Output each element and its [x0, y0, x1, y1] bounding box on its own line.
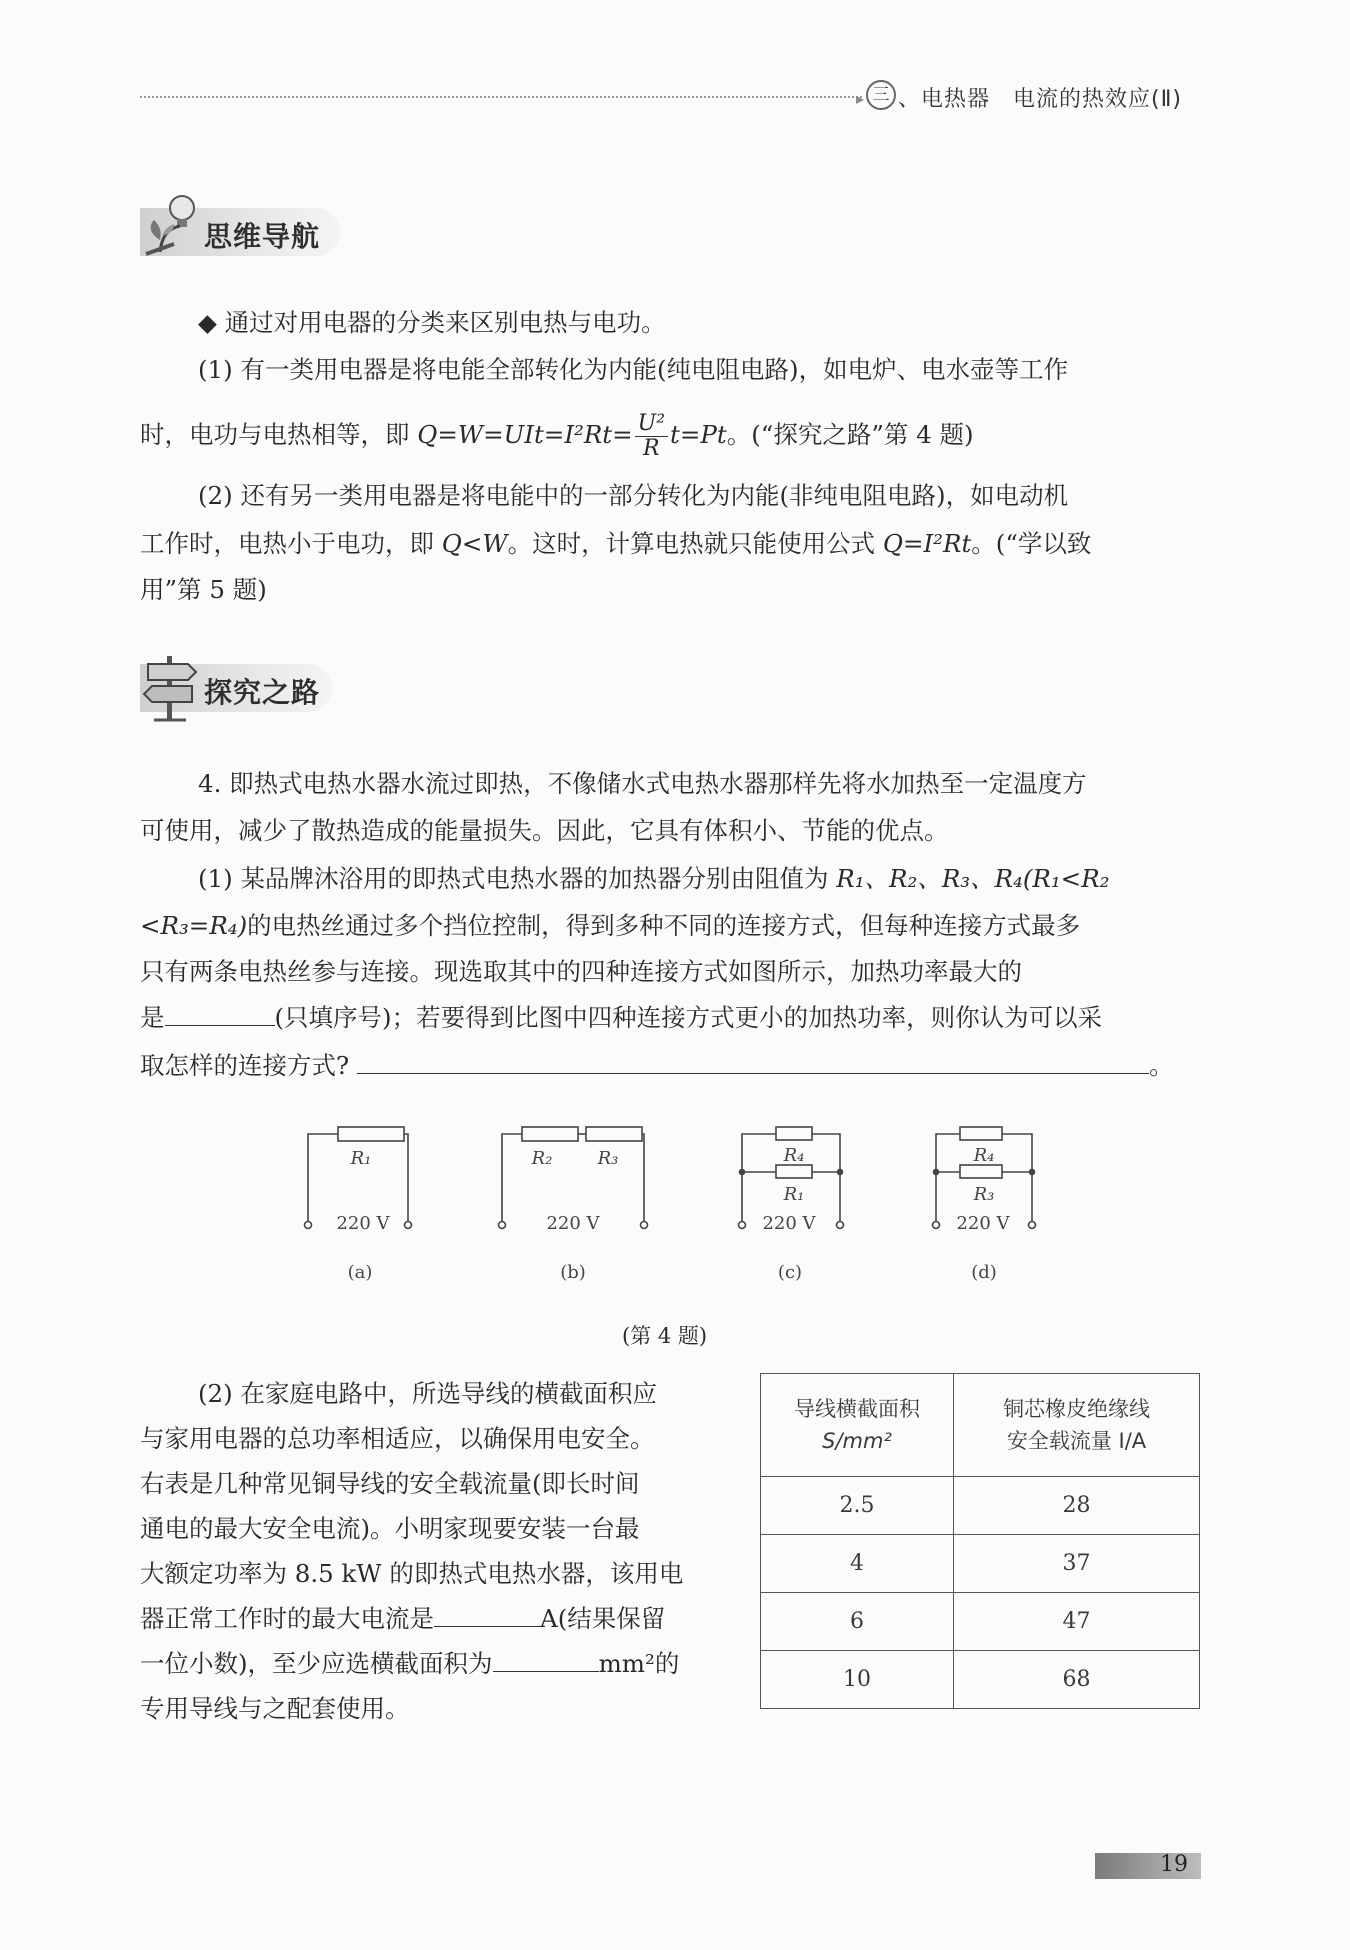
- circuit-a-resistor-label: R₁: [350, 1148, 372, 1169]
- q4-sub2-line4: 通电的最大安全电流)。小明家现要安装一台最: [140, 1514, 640, 1543]
- q4-sub1-line4: 是 (只填序号)；若要得到比图中四种连接方式更小的加热功率，则你认为可以采: [140, 1003, 1103, 1032]
- circuit-b-resistor1-label: R₂: [531, 1148, 553, 1169]
- circuit-c-resistor2-label: R₁: [783, 1184, 805, 1205]
- q4-intro-line2: 可使用，减少了散热造成的能量损失。因此，它具有体积小、节能的优点。: [140, 816, 949, 845]
- circuit-c-resistor1-label: R₄: [783, 1145, 805, 1166]
- answer-blank-cross-section[interactable]: [493, 1647, 599, 1672]
- answer-blank-max-current[interactable]: [434, 1602, 540, 1627]
- guide-p2-line2: 工作时，电热小于电功，即 Q<W。这时，计算电热就只能使用公式 Q=I²Rt。(“学以致: [140, 529, 1092, 558]
- q4-sub1-line3: 只有两条电热丝参与连接。现选取其中的四种连接方式如图所示，加热功率最大的: [140, 957, 1022, 986]
- q4-sub1-line5: 取怎样的连接方式? 。: [140, 1051, 1174, 1080]
- resistor-r4-c: [776, 1127, 812, 1140]
- circuit-a-caption: (a): [347, 1262, 373, 1283]
- table-row: 4 37: [761, 1535, 1200, 1593]
- circuit-figures: [0, 1110, 1350, 1250]
- guide-bullet: ◆ 通过对用电器的分类来区别电热与电功。: [198, 308, 666, 337]
- q4-sub2-line7: 一位小数)，至少应选横截面积为 mm²的: [140, 1649, 680, 1678]
- resistor-r4-d: [960, 1127, 1002, 1140]
- answer-blank-connection[interactable]: [357, 1049, 1149, 1074]
- circuit-b-caption: (b): [560, 1262, 586, 1283]
- header-rule: [140, 96, 862, 98]
- guide-p1-line2: 时，电功与电热相等，即 Q=W=UIt=I²Rt= $\frac{\text{U²}}{R}$ t=Pt。(“探究之路”第 4 题): [140, 411, 974, 461]
- q4-sub2-line6: 器正常工作时的最大电流是 A(结果保留: [140, 1604, 666, 1633]
- page-number: 19: [1160, 1852, 1188, 1877]
- table-header-current: 铜芯橡皮绝缘线 安全载流量 I/A: [954, 1374, 1200, 1477]
- q4-intro-line1: 4. 即热式电热水器水流过即热，不像储水式电热水器那样先将水加热至一定温度方: [198, 769, 1087, 798]
- circuit-d-resistor1-label: R₄: [973, 1145, 995, 1166]
- circuit-a-voltage: 220 V: [336, 1213, 390, 1234]
- running-header-title: 、电热器 电流的热效应(Ⅱ): [898, 87, 1182, 112]
- terminal-a-left: [305, 1222, 312, 1229]
- q4-sub2-line2: 与家用电器的总功率相适应，以确保用电安全。: [140, 1424, 655, 1453]
- table-row: 2.5 28: [761, 1477, 1200, 1535]
- lightbulb-plant-icon: [140, 190, 202, 260]
- q4-sub2-line5: 大额定功率为 8.5 kW 的即热式电热水器，该用电: [140, 1559, 684, 1588]
- circuit-c-caption: (c): [777, 1262, 803, 1283]
- q4-sub2-line8: 专用导线与之配套使用。: [140, 1694, 410, 1723]
- circuit-d-resistor2-label: R₃: [973, 1184, 995, 1205]
- circuit-d-caption: (d): [971, 1262, 997, 1283]
- table-row: 10 68: [761, 1651, 1200, 1709]
- circuit-c-voltage: 220 V: [762, 1213, 816, 1234]
- answer-blank-max-power[interactable]: [165, 1001, 275, 1026]
- resistor-r2-b: [522, 1127, 578, 1141]
- guide-p2-line1: (2) 还有另一类用电器是将电能中的一部分转化为内能(非纯电阻电路)，如电动机: [198, 481, 1069, 510]
- table-header-row: [761, 1374, 1200, 1477]
- q4-sub2-line3: 右表是几种常见铜导线的安全载流量(即长时间: [140, 1469, 640, 1498]
- terminal-a-right: [405, 1222, 412, 1229]
- guide-title: 思维导航: [204, 220, 321, 253]
- resistor-r1-a: [338, 1127, 404, 1141]
- resistor-r3-b: [586, 1127, 642, 1141]
- chapter-number-badge: 三: [866, 80, 896, 110]
- figure-caption: (第 4 题): [622, 1324, 708, 1348]
- guide-p1-line1: (1) 有一类用电器是将电能全部转化为内能(纯电阻电路)，如电炉、电水壶等工作: [198, 355, 1069, 384]
- resistor-r3-d: [960, 1165, 1002, 1178]
- circuit-b-voltage: 220 V: [546, 1213, 600, 1234]
- wire-capacity-table: [760, 1373, 1200, 1709]
- fraction-u2-over-r: $\frac{\text{U²}}{R}$: [635, 412, 668, 461]
- explore-title: 探究之路: [204, 676, 321, 709]
- header-arrow-icon: ▸: [856, 89, 865, 108]
- resistor-r1-c: [776, 1165, 812, 1178]
- guide-p2-line3: 用”第 5 题): [140, 575, 267, 604]
- circuit-b-resistor2-label: R₃: [597, 1148, 619, 1169]
- diamond-bullet-icon: ◆: [198, 308, 217, 337]
- signpost-icon: [140, 650, 200, 722]
- q4-sub1-line1: (1) 某品牌沐浴用的即热式电热水器的加热器分别由阻值为 R₁、R₂、R₃、R₄(R₁<R₂: [198, 864, 1110, 893]
- circuit-d-voltage: 220 V: [956, 1213, 1010, 1234]
- table-row: 6 47: [761, 1593, 1200, 1651]
- q4-sub2-line1: (2) 在家庭电路中，所选导线的横截面积应: [198, 1379, 657, 1408]
- table-header-cross-section: 导线横截面积 S/mm²: [761, 1374, 954, 1477]
- q4-sub1-line2: <R₃=R₄)的电热丝通过多个挡位控制，得到多种不同的连接方式，但每种连接方式最多: [140, 911, 1081, 940]
